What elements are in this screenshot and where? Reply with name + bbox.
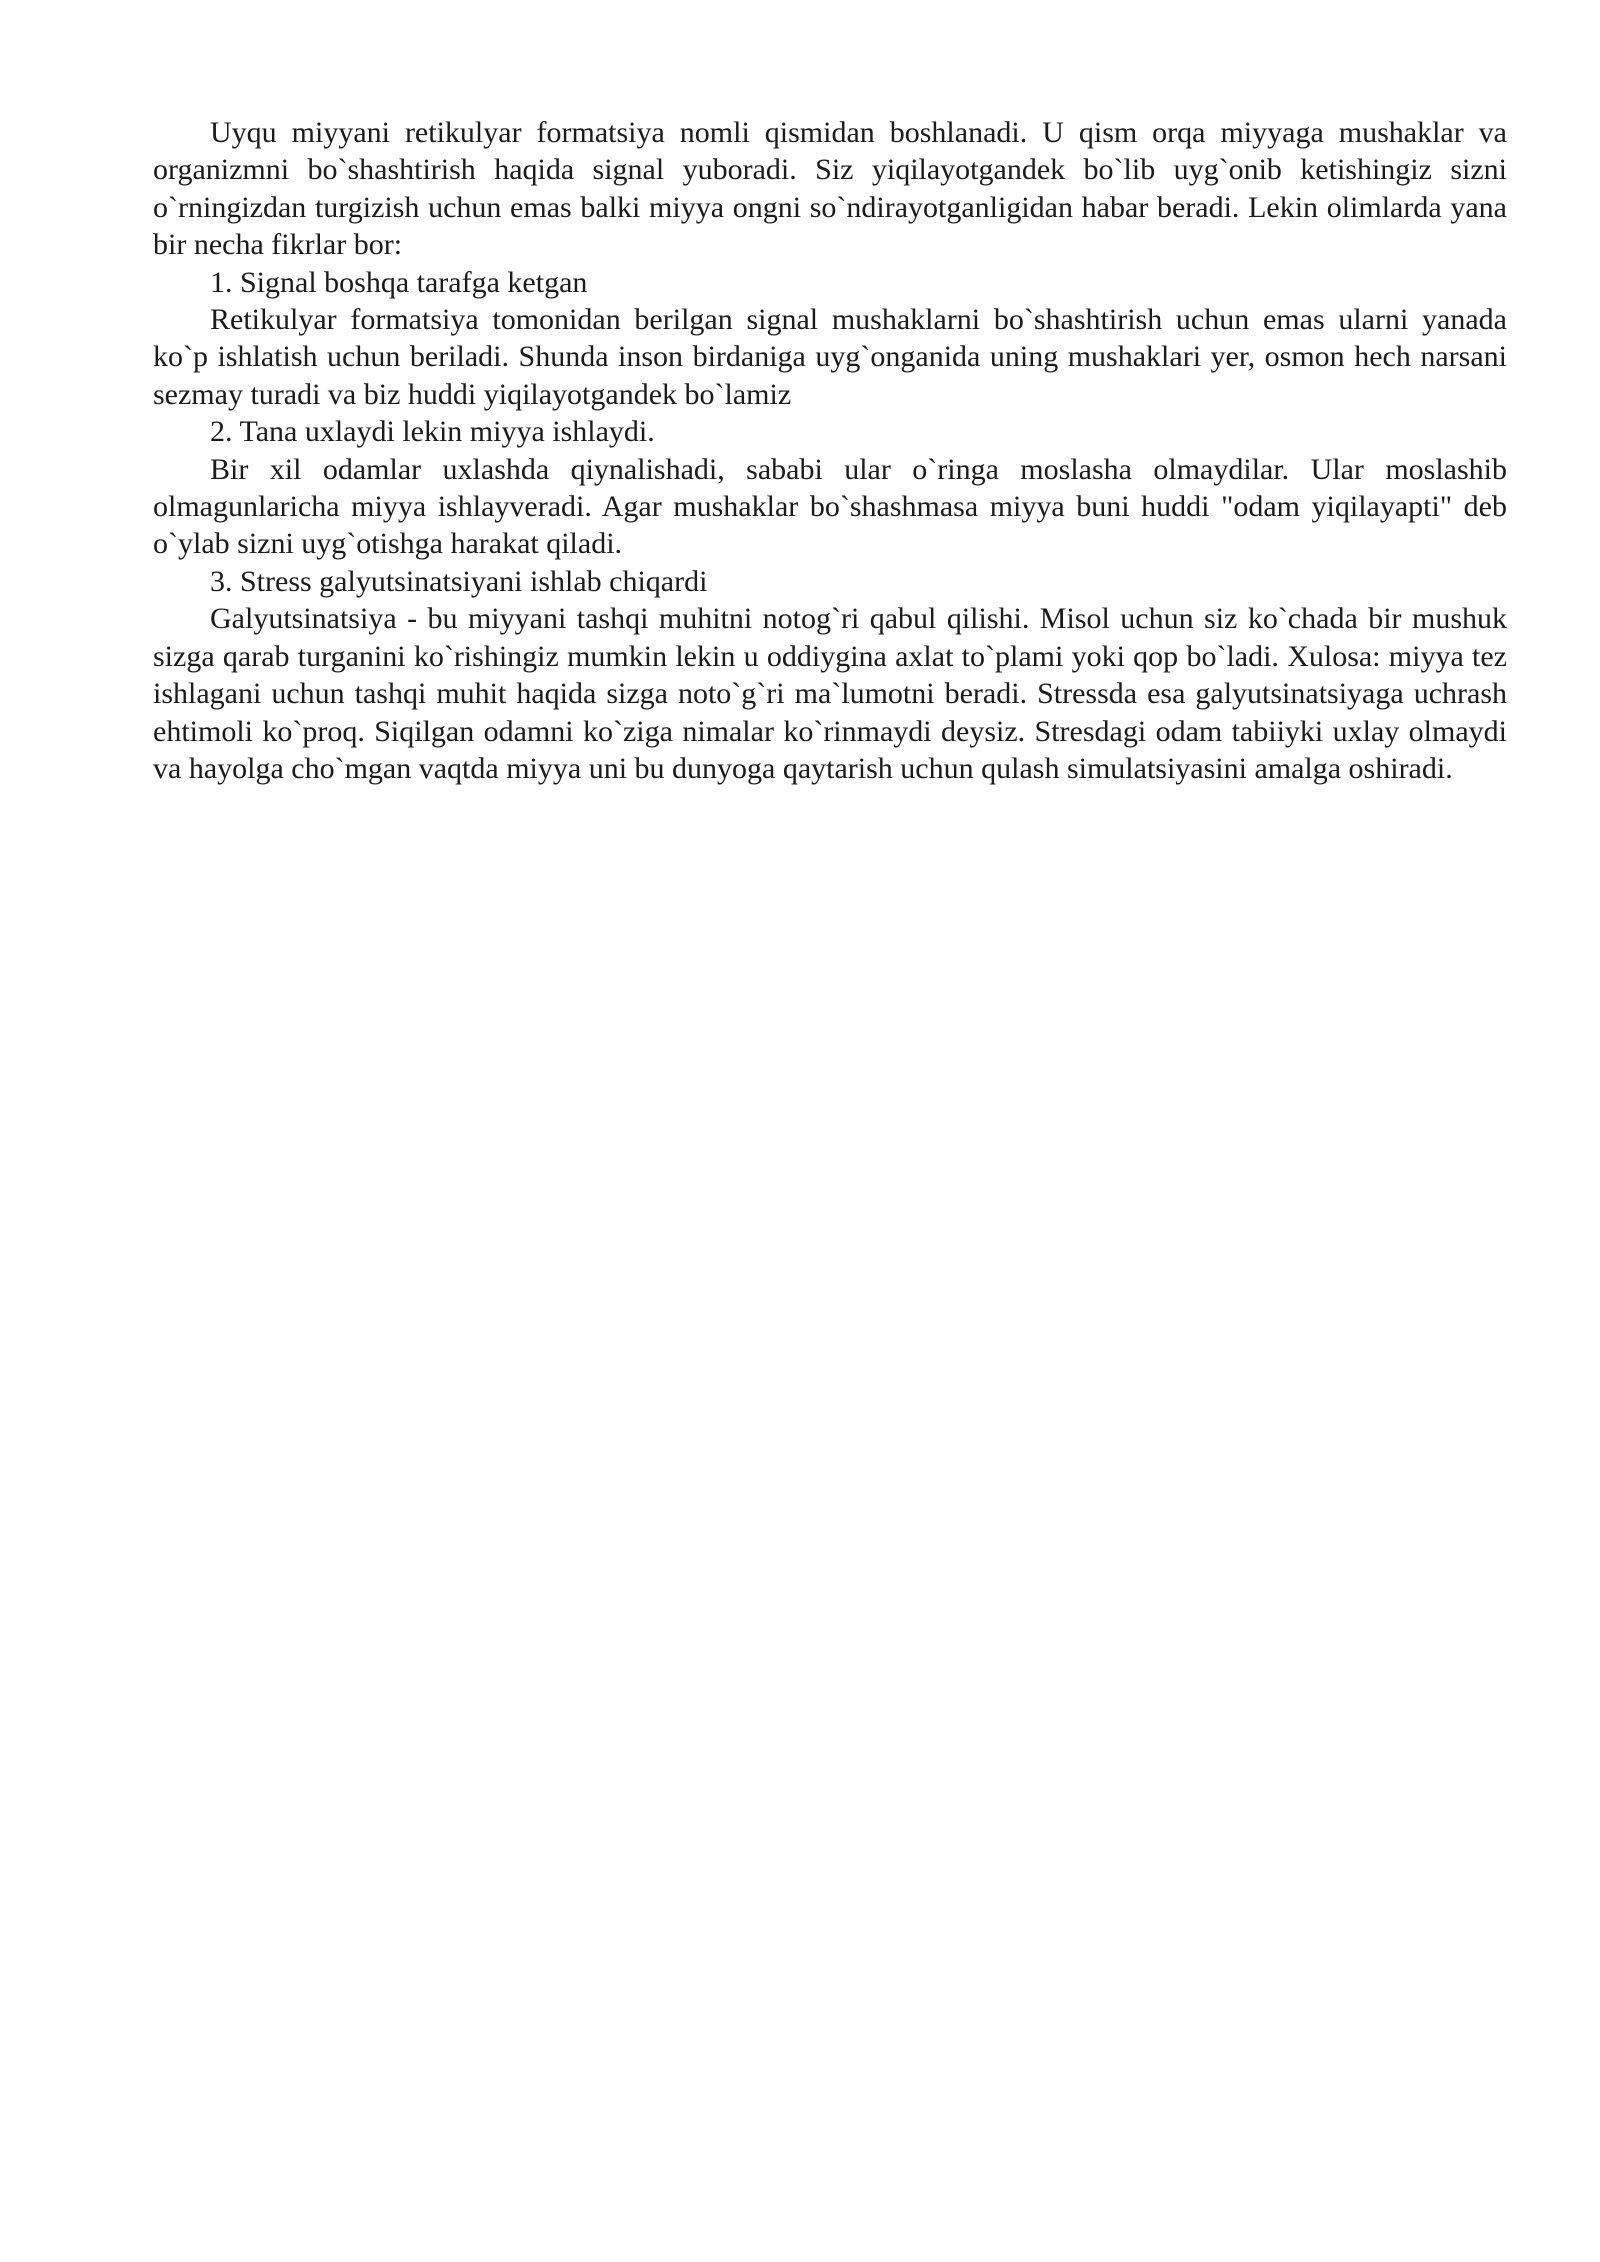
paragraph-hallucination: Galyutsinatsiya - bu miyyani tashqi muhitni notog`ri qabul qilishi. Misol uchun siz ko`chada bir mushuk sizga qarab turganini ko`rishingiz mumkin lekin u oddiygina axlat to`plami yoki qop bo`ladi. Xulosa: miyya tez ishlagani uchun tashqi muhit haqida sizga noto`g`ri ma`lumotni beradi. Stressda esa galyutsinatsiyaga uchrash ehtimoli ko`proq. Siqilgan odamni ko`ziga nimalar ko`rinmaydi deysiz. Stresdagi odam tabiiyki uxlay olmaydi va hayolga cho`mgan vaqtda miyya uni bu dunyoga qaytarish uchun qulash simulatsiyasini amalga oshiradi. [153, 602, 1507, 785]
paragraph-intro: Uyqu miyyani retikulyar formatsiya nomli qismidan boshlanadi. U qism orqa miyyaga mushaklar va organizmni bo`shashtirish haqida signal yuboradi. Siz yiqilayotgandek bo`lib uyg`onib ketishingiz sizni o`rningizdan turgizish uchun emas balki miyya ongni so`ndirayotganligidan habar beradi. Lekin olimlarda yana bir necha fikrlar bor: [153, 116, 1507, 262]
list-item-3-heading: 3. Stress galyutsinatsiyani ishlab chiqardi [210, 564, 708, 598]
paragraph-signal: Retikulyar formatsiya tomonidan berilgan signal mushaklarni bo`shashtirish uchun emas ularni yanada ko`p ishlatish uchun beriladi. Shunda inson birdaniga uyg`onganida uning mushaklari yer, osmon hech narsani sezmay turadi va biz huddi yiqilayotgandek bo`lamiz [153, 303, 1507, 411]
list-item-2-heading: 2. Tana uxlaydi lekin miyya ishlaydi. [210, 415, 655, 449]
list-item-1-heading: 1. Signal boshqa tarafga ketgan [210, 265, 588, 299]
document-body [153, 114, 1507, 787]
paragraph-body-sleeps: Bir xil odamlar uxlashda qiynalishadi, sababi ular o`ringa moslasha olmaydilar. Ular moslashib olmagunlaricha miyya ishlayveradi. Agar mushaklar bo`shashmasa miyya buni huddi "odam yiqilayapti" deb o`ylab sizni uyg`otishga harakat qiladi. [153, 452, 1507, 561]
